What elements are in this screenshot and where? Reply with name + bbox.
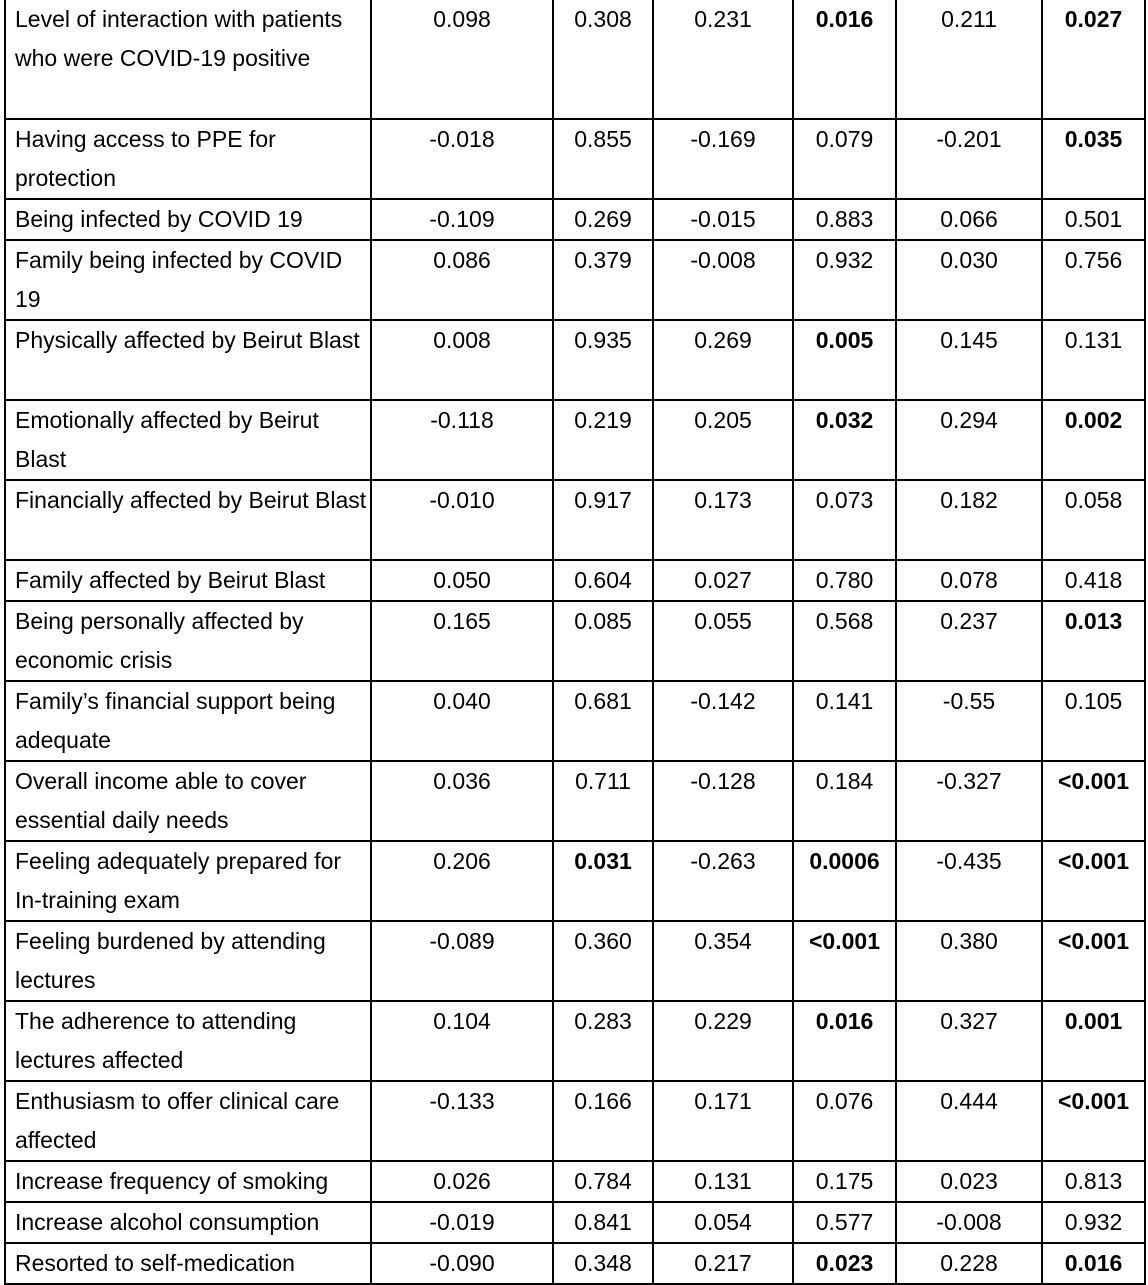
table-row: [5, 320, 1145, 400]
table-cell: <0.001: [1042, 921, 1145, 1001]
table-cell: 0.035: [1042, 119, 1145, 199]
table-row: [5, 681, 1145, 761]
table-row: [5, 199, 1145, 240]
table-cell: 0.577: [793, 1202, 896, 1243]
table-cell: 0.883: [793, 199, 896, 240]
table-cell: 0.269: [553, 199, 653, 240]
table-row: [5, 1243, 1145, 1284]
row-label: Family’s financial support being adequate: [5, 681, 371, 761]
table-cell: 0.032: [793, 400, 896, 480]
table-row: [5, 1081, 1145, 1161]
table-cell: 0.001: [1042, 1001, 1145, 1081]
table-cell: 0.055: [653, 601, 793, 681]
row-label: Having access to PPE for protection: [5, 119, 371, 199]
table-row: [5, 400, 1145, 480]
table-cell: 0.131: [1042, 320, 1145, 400]
table-cell: 0.171: [653, 1081, 793, 1161]
table-cell: 0.076: [793, 1081, 896, 1161]
table-cell: -0.169: [653, 119, 793, 199]
table-cell: 0.206: [371, 841, 553, 921]
table-cell: 0.756: [1042, 240, 1145, 320]
table-cell: 0.026: [371, 1161, 553, 1202]
table-cell: -0.090: [371, 1243, 553, 1284]
table-cell: 0.085: [553, 601, 653, 681]
table-body: [5, 0, 1145, 1284]
table-cell: 0.855: [553, 119, 653, 199]
table-cell: 0.008: [371, 320, 553, 400]
table-cell: -0.133: [371, 1081, 553, 1161]
table-cell: -0.327: [896, 761, 1042, 841]
table-row: [5, 601, 1145, 681]
table-cell: 0.444: [896, 1081, 1042, 1161]
table-cell: 0.054: [653, 1202, 793, 1243]
table-cell: 0.104: [371, 1001, 553, 1081]
table-cell: 0.002: [1042, 400, 1145, 480]
table-cell: <0.001: [1042, 761, 1145, 841]
table-cell: 0.058: [1042, 480, 1145, 560]
table-cell: 0.418: [1042, 560, 1145, 601]
table-cell: 0.935: [553, 320, 653, 400]
table-cell: 0.145: [896, 320, 1042, 400]
table-cell: 0.283: [553, 1001, 653, 1081]
table-row: [5, 761, 1145, 841]
table-row: [5, 1202, 1145, 1243]
table-cell: 0.016: [1042, 1243, 1145, 1284]
table-cell: -0.089: [371, 921, 553, 1001]
table-cell: 0.217: [653, 1243, 793, 1284]
table-cell: -0.55: [896, 681, 1042, 761]
table-cell: 0.228: [896, 1243, 1042, 1284]
table-row: [5, 480, 1145, 560]
table-cell: -0.018: [371, 119, 553, 199]
table-cell: 0.165: [371, 601, 553, 681]
table-cell: 0.380: [896, 921, 1042, 1001]
table-cell: 0.013: [1042, 601, 1145, 681]
table-cell: -0.435: [896, 841, 1042, 921]
table-cell: -0.109: [371, 199, 553, 240]
table-cell: 0.269: [653, 320, 793, 400]
table-cell: 0.327: [896, 1001, 1042, 1081]
table-cell: 0.917: [553, 480, 653, 560]
table-row: [5, 841, 1145, 921]
table-cell: -0.201: [896, 119, 1042, 199]
table-cell: 0.036: [371, 761, 553, 841]
table-cell: 0.681: [553, 681, 653, 761]
table-row: [5, 240, 1145, 320]
row-label: Increase alcohol consumption: [5, 1202, 371, 1243]
table-cell: 0.360: [553, 921, 653, 1001]
row-label: Financially affected by Beirut Blast: [5, 480, 371, 560]
table-cell: 0.005: [793, 320, 896, 400]
table-cell: 0.173: [653, 480, 793, 560]
table-cell: 0.182: [896, 480, 1042, 560]
table-cell: 0.131: [653, 1161, 793, 1202]
table-cell: 0.098: [371, 0, 553, 119]
table-cell: -0.010: [371, 480, 553, 560]
table-cell: 0.780: [793, 560, 896, 601]
row-label: Family being infected by COVID 19: [5, 240, 371, 320]
row-label: Being infected by COVID 19: [5, 199, 371, 240]
table-cell: 0.308: [553, 0, 653, 119]
row-label: The adherence to attending lectures affected: [5, 1001, 371, 1081]
table-cell: 0.027: [653, 560, 793, 601]
table-cell: 0.379: [553, 240, 653, 320]
table-row: [5, 921, 1145, 1001]
table-cell: 0.219: [553, 400, 653, 480]
table-cell: 0.211: [896, 0, 1042, 119]
table-cell: -0.128: [653, 761, 793, 841]
table-cell: -0.008: [896, 1202, 1042, 1243]
table-cell: 0.813: [1042, 1161, 1145, 1202]
table-cell: -0.008: [653, 240, 793, 320]
table-cell: 0.175: [793, 1161, 896, 1202]
table-cell: 0.023: [896, 1161, 1042, 1202]
table-cell: 0.711: [553, 761, 653, 841]
table-cell: 0.237: [896, 601, 1042, 681]
table-row: [5, 560, 1145, 601]
row-label: Feeling adequately prepared for In-training exam: [5, 841, 371, 921]
table-cell: 0.073: [793, 480, 896, 560]
table-cell: 0.105: [1042, 681, 1145, 761]
table-cell: 0.0006: [793, 841, 896, 921]
table-cell: -0.263: [653, 841, 793, 921]
table-cell: -0.015: [653, 199, 793, 240]
row-label: Overall income able to cover essential daily needs: [5, 761, 371, 841]
row-label: Feeling burdened by attending lectures: [5, 921, 371, 1001]
table-cell: <0.001: [793, 921, 896, 1001]
row-label: Enthusiasm to offer clinical care affected: [5, 1081, 371, 1161]
table-cell: 0.932: [1042, 1202, 1145, 1243]
table-cell: 0.841: [553, 1202, 653, 1243]
table-cell: 0.066: [896, 199, 1042, 240]
table-cell: -0.019: [371, 1202, 553, 1243]
table-cell: 0.604: [553, 560, 653, 601]
row-label: Being personally affected by economic crisis: [5, 601, 371, 681]
row-label: Resorted to self-medication: [5, 1243, 371, 1284]
table-cell: 0.030: [896, 240, 1042, 320]
row-label: Family affected by Beirut Blast: [5, 560, 371, 601]
table-cell: 0.205: [653, 400, 793, 480]
table-cell: 0.354: [653, 921, 793, 1001]
table-cell: -0.142: [653, 681, 793, 761]
table-cell: 0.016: [793, 0, 896, 119]
table-cell: <0.001: [1042, 1081, 1145, 1161]
table-cell: 0.231: [653, 0, 793, 119]
table-row: [5, 1001, 1145, 1081]
table-cell: 0.050: [371, 560, 553, 601]
row-label: Increase frequency of smoking: [5, 1161, 371, 1202]
table-cell: 0.568: [793, 601, 896, 681]
table-cell: <0.001: [1042, 841, 1145, 921]
table-cell: 0.184: [793, 761, 896, 841]
table-cell: 0.166: [553, 1081, 653, 1161]
row-label: Physically affected by Beirut Blast: [5, 320, 371, 400]
correlation-table: [4, 0, 1146, 1285]
table-cell: 0.031: [553, 841, 653, 921]
table-cell: 0.027: [1042, 0, 1145, 119]
table-cell: 0.016: [793, 1001, 896, 1081]
table-cell: 0.141: [793, 681, 896, 761]
table-cell: 0.079: [793, 119, 896, 199]
table-cell: 0.932: [793, 240, 896, 320]
table-row: [5, 1161, 1145, 1202]
row-label: Emotionally affected by Beirut Blast: [5, 400, 371, 480]
table-cell: 0.501: [1042, 199, 1145, 240]
table-cell: 0.023: [793, 1243, 896, 1284]
table-cell: 0.229: [653, 1001, 793, 1081]
table-cell: 0.086: [371, 240, 553, 320]
table-cell: 0.348: [553, 1243, 653, 1284]
table-cell: 0.078: [896, 560, 1042, 601]
table-cell: 0.784: [553, 1161, 653, 1202]
table-cell: 0.040: [371, 681, 553, 761]
row-label: Level of interaction with patients who were COVID-19 positive: [5, 0, 371, 119]
table-row: [5, 0, 1145, 119]
table-row: [5, 119, 1145, 199]
table-cell: 0.294: [896, 400, 1042, 480]
table-cell: -0.118: [371, 400, 553, 480]
